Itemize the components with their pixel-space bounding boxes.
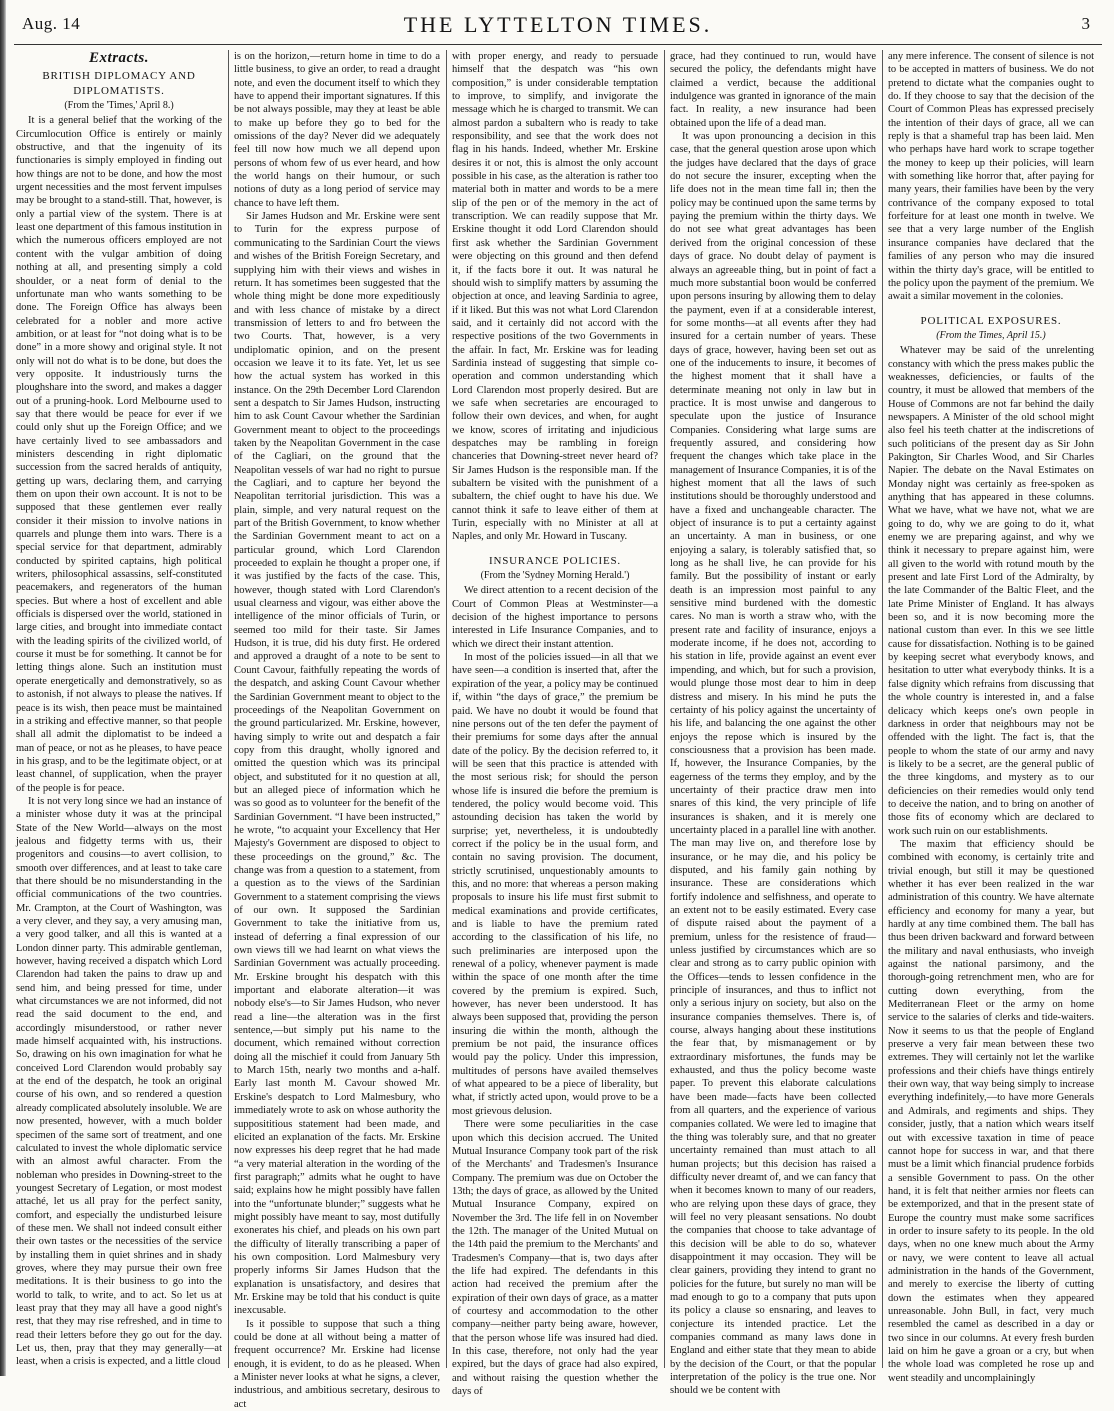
article-source-insurance: (From the 'Sydney Morning Herald.') (480, 570, 630, 582)
paragraph: In most of the policies issued—in all that we have seen—a condition is inserted that, after the expiration of the year, a policy may be continued if, within “the days of grace,” the premium be paid. We have no doubt it would be found that nine persons out of the ten defer the payment of their premiums for some days after the annual date of the policy. By the decision referred to, it will be seen that this practice is attended with the most serious risk; for should the person whose life is insured die before the premium is tendered, the policy would become void. This astounding decision has taken the world by surprise; yet, nevertheless, it is undoubtedly correct if the policy be in the usual form, and contain no saving provision. The document, strictly scrutinised, unquestionably amounts to this, and no more: that whereas a person making proposals to insure his life must first submit to medical examinations and provide certificates, and is liable to have the premium rated according to the classification of his life, no such preliminaries are interposed upon the renewal of a policy, whenever payment is made within the space of one month after the time covered by the premium is expired. Such, however, has never been understood. It has always been supposed that, providing the person insuring die within the month, although the premium be not paid, the insurance offices would pay the policy. Under this impression, multitudes of persons have availed themselves of what appeared to be a piece of liberality, but what, if strictly acted upon, would prove to be a most grievous delusion. (452, 652, 658, 1117)
column-4 (670, 50, 876, 1397)
column-3 (452, 50, 658, 1398)
column-1 (16, 50, 222, 1368)
paragraph: We direct attention to a recent decision of the Court of Common Pleas at Westminster—a decision of the highest importance to persons interested in Life Insurance Companies, and to which we direct their instant attention. (452, 585, 658, 650)
article-title-diplomacy-line2: DIPLOMATISTS. (73, 84, 165, 97)
paragraph: It was upon pronouncing a decision in this case, that the general question arose upon which the judges have declared that the days of grace do not secure the insurer, excepting when the life does not in the mean time fall in; then the policy may be continued upon the same terms by paying the premium within the thirty days. We do not see what great advantages has been derived from the original concession of these days of grace. No doubt delay of payment is always an agreeable thing, but in point of fact a much more substantial boon would be conferred upon persons insuring by allowing them to delay the payment, even if at a considerable interest, for some months—at all events after they had insured for a certain number of years. These days of grace, however, having been set out as one of the inducements to insure, it becomes of the highest moment that it shall have a determinate meaning not only in law but in practice. It is most unwise and dangerous to speculate upon the justice of Insurance Companies. Considering what large sums are frequently assured, and considering how frequent the changes which take place in the management of Insurance Companies, it is of the highest moment that all the laws of such institutions should be thoroughly understood and have a fixed and unchangeable character. The object of insurance is to put a certainty against an uncertainty. A man in business, or one enjoying a salary, is tolerably satisfied that, so long as he shall live, he can provide for his family. But the possibility of instant or early death is an impression most painful to any sensitive mind burdened with the domestic cares. No man is worth a straw who, with the present rate and facility of insurance, enjoys a moderate income, if he does not, according to his station in life, provide against an event ever impending, and which, but for such a provision, would plunge those most dear to him in deep distress and misery. In his mind he puts the certainty of his policy against the uncertainty of his life, and balancing the one against the other enjoys the repose which is insured by the consciousness that a provision has been made. If, however, the Insurance Companies, by the eagerness of the terms they employ, and by the uncertainty of their practice draw men into snares of this kind, the very principle of life insurances is shaken, and it is merely one uncertainty placed in a parallel line with another. The man may live on, and therefore lose by insurance, or he may die, and his policy be disputed, and his family gain nothing by insurance. These are considerations which fortify indolence and selfishness, and operate to an extent not to be easily estimated. Every case of dispute raised about the payment of a premium, unless for the resistence of fraud—unless justified by circumstances which are so clear and strong as to carry public opinion with the Offices—tends to lessen confidence in the principle of insurances, and thus to inflict not only a serious injury on society, but also on the insurance companies themselves. There is, of course, always hanging about these institutions the fear that, by mismanagement or by extraordinary misfortunes, the funds may be exhausted, and thus the policy become waste paper. To prevent this elaborate calculations have been made—facts have been collected from all quarters, and the experience of various companies collated. We were led to imagine that the thing was tolerably sure, and that no greater uncertainty remained than must attach to all human projects; but this decision has raised a difficulty never dreamt of, and we can fancy that when it becomes known to many of our readers, who are relying upon these days of grace, they will feel no very pleasant sensations. No doubt the companies that choose to take advantage of this decision will be able to do so, whatever disappointment it may occasion. They will be clear gainers, providing they intend to grant no policies for the future, but surely no man will be mad enough to go to a company that puts upon its policy a clause so ensnaring, and leaves to conjecture its intended practice. Let the companies command as many laws done in England and either state that they mean to abide by the decision of the Court, or that the popular interpretation of the policy is the true one. Nor should we be content with (670, 131, 876, 1397)
masthead (14, 4, 1102, 45)
issue-date: Aug. 14 (22, 14, 81, 33)
paragraph: grace, had they continued to run, would have secured the policy, the defendants might have claimed a verdict, because the additional indulgence was granted in ignorance of the main fact. In reality, a new insurance had been obtained upon the life of a dead man. (670, 51, 876, 129)
article-title-insurance: INSURANCE POLICIES. (489, 554, 621, 567)
paragraph: It is a general belief that the working of the Circumlocution Office is entirely or mainly obstructive, and that the ingenuity of its functionaries is simply employed in finding out how things are not to be done, and how the most urgent necessities and the most fervent impulses may be brought to a stand-still. That, however, is only a partial view of the system. There is at least one department of this famous institution in which the numerous officers employed are not content with the vulgar ambition of doing nothing at all, and presenting simply a cold shoulder, or a neat form of denial to the unfortunate man who wants something to be done. The Foreign Office has always been celebrated for a nobler and more active ambition, or at least for “not doing what is to be done” in a more showy and original style. It not only will not do what is to be done, but does the very opposite. It industriously turns the ploughshare into the sword, and makes a dagger out of a pruning-hook. Lord Melbourne used to say that there would be peace for ever if we could only shut up the Foreign Office; and we have certainly lived to see ambassadors and ministers descending in right diplomatic succession from the sacred heralds of antiquity, getting up wars, declaring them, and carrying them on upon their own account. It is not to be supposed that these gentlemen ever really consider it their mission to involve nations in quarrels and plunge them into wars. There is a special service for that department, admirably conducted by spirited captains, high political writers, philosophical assassins, self-constituted peacemakers, and regenerators of the human species. But where a host of excellent and able officials is dispersed over the world, stationed in large cities, and brought into immediate contact with the leading spirits of the civilized world, of course it must be for something. It cannot be for letting things alone. Such an institution must operate energetically and demonstratively, so as to astonish, if not always to please the natives. If peace is its wish, then peace must be maintained in a striking and effective manner, so that people shall all admit the diplomatist to be indeed a man of peace, or not as he pleases, to have peace in his grasp, and to be the legitimate object, or at least channel, of supplication, when the prayer of the people is for peace. (16, 115, 222, 794)
article-title-exposures: POLITICAL EXPOSURES. (920, 314, 1062, 327)
paragraph: Whatever may be said of the unrelenting constancy with which the press makes public the weaknesses, deficiencies, or faults of the country, it must be allowed that members of the House of Commons are not far behind the daily newspapers. A Minister of the old school might also feel his teeth chatter at the indiscretions of such politicians of the present day as Sir John Pakington, Sir Charles Wood, and Sir Charles Napier. The debate on the Naval Estimates on Monday night was certainly as free-spoken as anything that has appeared in these columns. What we have, what we have not, what we are going to do, why we are going to do it, what enemy we are preparing against, and why we think it necessary to prepare against him, were all given to the world with rotund mouth by the present and late First Lord of the Admiralty, by the late Commander of the Baltic Fleet, and the late Prime Minister of England. It has always been so, and it is now becoming more the national custom than ever. In this we see little cause for dissatisfaction. Nothing is to be gained by keeping secret what everybody knows, and hesitation to utter what everybody thinks. It is a false dignity which refrains from discussing that the whole country is interested in, and a false delicacy which keeps one's own people in darkness in order that neighbours may not be offended with the light. The fact is, that the people to whom the state of our army and navy is likely to be a secret, are the general public of the three kingdoms, and mystery as to our deficiencies on their remedies would only tend to deceive the nation, and to bring on another of those fits of economy which are declared to work such ruin on our establishments. (888, 345, 1094, 837)
article-title-diplomacy: BRITISH DIPLOMACY AND (42, 70, 196, 83)
paragraph: Is it possible to suppose that such a thing could be done at all without being a matter of frequent occurrence? Mr. Erskine had license enough, it is evident, to do as he pleased. When a Minister never looks at what he signs, a clever, industrious, and ambitious secretary, desirous to act (234, 1318, 440, 1410)
columns-container (16, 50, 1104, 1410)
column-rule (664, 50, 665, 1368)
page-number: 3 (1081, 14, 1090, 33)
page-edge-shadow (0, 0, 6, 1376)
section-break (452, 544, 658, 552)
column-rule (882, 50, 883, 1368)
column-rule (446, 50, 447, 1368)
section-break (888, 304, 1094, 312)
newspaper-title: THE LYTTELTON TIMES. (403, 12, 713, 37)
paragraph: with proper energy, and ready to persuade himself that the despatch was “his own composition,” is under considerable temptation to improve, to simplify, and invigorate the message which he is charged to transmit. We can almost pardon a subaltern who is ready to take responsibility, and see that the work does not flag in his hands. Indeed, whether Mr. Erskine desires it or not, this is almost the only account possible in his case, as the alteration is rather too material both in matter and words to be a mere slip of the pen or of the memory in the act of transcription. We can readily suppose that Mr. Erskine thought it odd Lord Clarendon should first ask whether the Sardinian Government were objecting on this ground and then defend it, if the facts bore it out. It was natural he should wish to simplify matters by assuming the objection at once, and leaving Sardinia to agree, if it liked. But this was not what Lord Clarendon said, and it certainly did not accord with the respective positions of the two Governments in the affair. In fact, Mr. Erskine was for leading Sardinia instead of suggesting that simple co-operation and common understanding which Lord Clarendon most properly desired. But are we safe when secretaries are encouraged to follow their own devices, and when, for aught we know, scores of irritating and injudicious despatches may be rambling in foreign chanceries that Downing-street never heard of? Sir James Hudson is the responsible man. If the subaltern be visited with the punishment of a subaltern, the chief ought to have his due. We cannot think it safe to leave either of them at Turin, especially with no Minister at all at Naples, and only Mr. Howard in Tuscany. (452, 51, 658, 543)
paragraph: The maxim that efficiency should be combined with economy, is certainly trite and trivial enough, but still it may be questioned whether it has ever been realized in the war administration of this country. We have alternate efficiency and economy for many a year, but hardly at any time combined them. The ball has thus been driven backward and forward between the military and naval enthusiasts, who inveigh against the national parsimony, and the thorough-going retrenchment men, who are for cutting down everything, from the Mediterranean Fleet or the army on home service to the salaries of clerks and tide-waiters. Now it seems to us that the people of England preserve a very fair mean between these two extremes. They will certainly not let the warlike professions and their chiefs have things entirely their own way, that way being simply to increase everything indefinitely,—to have more Generals and Admirals, and regiments and ships. They consider, justly, that a nation which wears itself out with excessive taxation in time of peace cannot hope for success in war, and that there must be a limit which financial prudence forbids a sensible Government to pass. On the other hand, it is felt that neither armies nor fleets can be extemporized, and that in the present state of Europe the country must make some sacrifices in order to insure safety to its people. In the old days, when no one knew much about the Army or navy, we were content to leave all actual administration in the hands of the Government, and merely to exercise the liberty of cutting down the estimates when they appeared unreasonable. John Bull, in fact, very much resembled the camel as described in a day or two since in our columns. At every fresh burden laid on him he gave a groan or a cry, but when the whole load was completed he rose up and went steadily and uncomplainingly (888, 838, 1094, 1384)
column-rule (228, 50, 229, 1368)
paragraph: is on the horizon,—return home in time to do a little business, to give an order, to read a draught note, and even the document itself to which they have to append their important signatures. If this be not always possible, may they at least be able to make up before they go to bed for the omissions of the day? Never did we adequately feel till now how much we all depend upon persons of whom few of us ever heard, and how the world hangs on their humour, or such notions of duty as a long period of service may chance to have left them. (234, 51, 440, 209)
paragraph: any mere inference. The consent of silence is not to be accepted in matters of business. We do not pretend to dictate what the companies ought to do. If they choose to say that the decision of the Court of Common Pleas has expressed precisely the intention of their days of grace, all we can reply is that a shameful trap has been laid. Men who perhaps have hard work to scrape together the money to keep up their policies, will learn with something like horror that, after paying for many years, their families have been by the very contrivance of the company exposed to total forfeiture for at least one month in twelve. We see that a very large number of the English insurance companies have declared that the families of any person who may die insured within the thirty day's grace, will be entitled to the policy upon the payment of the premium. We await a similar movement in the colonies. (888, 51, 1094, 303)
section-heading-extracts: Extracts. (89, 50, 149, 66)
paragraph: Sir James Hudson and Mr. Erskine were sent to Turin for the express purpose of communicating to the Sardinian Court the views and wishes of the British Foreign Secretary, and supplying him with their views and wishes in return. It has sometimes been suggested that the whole thing might be done more expeditiously and with less chance of mistake by a direct transmission of letters to and fro between the two Courts. That, however, is a very undiplomatic opinion, and on the present occasion we leave it to its fate. Yet, let us see how the actual system has worked in this instance. On the 29th December Lord Clarendon sent a despatch to Sir James Hudson, instructing him to ask Count Cavour whether the Sardinian Government meant to object to the proceedings taken by the Neapolitan Government in the case of the Cagliari, on the ground that the Neapolitan vessels of war had no right to pursue the Cagliari, and to capture her beyond the Neapolitan territorial jurisdiction. This was a plain, simple, and very natural request on the part of the British Government, to know whether the Sardinian Government meant to act on a particular ground, which Lord Clarendon proceeded to explain he thought a proper one, if it was justified by the facts of the case. This, however, though stated with Lord Clarendon's usual clearness and vigour, was either above the intelligence of the minor officials of Turin, or seemed too mild for their taste. Sir James Hudson, it is true, did his duty first. He ordered and approved a draught of a note to be sent to Count Cavour, faithfully repeating the words of the despatch, and asking Count Cavour whether the Sardinian Government meant to object to the proceedings of the Neapolitan Government on the ground particularized. Mr. Erskine, however, having simply to write out and despatch a fair copy from this draught, wholly ignored and omitted the question which was its principal object, and substituted for it no question at all, but an alleged piece of information which he was so good as to volunteer for the benefit of the Sardinian Government. “I have been instructed,” he wrote, “to acquaint your Excellency that Her Majesty's Government are disposed to object to these proceedings on the ground,” &c. The change was from a question to a statement, from a question as to the views of the Sardinian Government to a statement comprising the views of our own. It supposed the Sardinian Government to take the initiative from us, instead of deferring a final expression of our own views till we had learnt on what views the Sardinian Government was actually proceeding. Mr. Erskine brought his despatch with this important and elaborate alteration—it was nobody else's—to Sir James Hudson, who never read a line—the alteration was in the first sentence,—but simply put his name to the document, which remained without correction doing all the mischief it could from January 5th to March 15th, nearly two months and a-half. Early last month M. Cavour showed Mr. Erskine's despatch to Lord Malmesbury, who immediately wrote to ask on whose authority the supposititious statement had been made, and elicited an explanation of the facts. Mr. Erskine now expresses his deep regret that he had made “a very material alteration in the wording of the first paragraph;” admits what he ought to have said; explains how he might possibly have fallen into the “unfortunate blunder;” suggests what he might possibly have meant to say, most dutifully exonerates his chief, and pleads on his own part the difficulty of literally transcribing a paper of his own composition. Lord Malmesbury very properly informs Sir James Hudson that the explanation is unsatisfactory, and desires that Mr. Erskine may be told that his conduct is quite inexcusable. (234, 211, 440, 1317)
column-5 (888, 50, 1094, 1384)
article-source-diplomacy: (From the 'Times,' April 8.) (64, 100, 174, 112)
paragraph: There were some peculiarities in the case upon which this decision accrued. The United Mutual Insurance Company took part of the risk of the Merchants' and Tradesmen's Insurance Company. The premium was due on October the 13th; the days of grace, as allowed by the United Mutual Insurance Company, expired on November the 3rd. The life fell in on November the 12th. The manager of the United Mutual on the 14th paid the premium to the Merchants' and Tradesmen's Company—that is, two days after the life had expired. The defendants in this action had received the premium after the expiration of their own days of grace, as a matter of courtesy and accommodation to the other company—neither party being aware, however, that the person whose life was insured had died. In this case, therefore, not only had the year expired, but the days of grace had also expired, and without raising the question whether the days of (452, 1119, 658, 1398)
paragraph: It is not very long since we had an instance of a minister whose duty it was at the principal State of the New World—always on the most jealous and fidgetty terms with us, their progenitors and cousins—to avert collision, to smooth over differences, and at least to take care that there should be no misunderstanding in the official communications of the two countries. Mr. Crampton, at the Court of Washington, was a very clever, and they say, a very amusing man, a very good talker, and all this is wanted at a London dinner party. This admirable gentleman, however, having received a dispatch which Lord Clarendon had taken the pains to draw up and send him, and being pressed for time, under what circumstances we are not informed, did not read the said document to the end, and accordingly misunderstood, or rather never made himself acquainted with, his instructions. So, drawing on his own imagination for what he conceived Lord Clarendon would probably say at the end of the despatch, he took an original course of his own, and so rendered a question already complicated absolutely insoluble. We are now presented, however, with a much bolder specimen of the same sort of treatment, and one calculated to invest the whole diplomatic service with an almost awful character. From the nobleman who presides in Downing-street to the youngest Secretary of Legation, or most modest attaché, let us all pray for the perfect sanity, comfort, and especially the undisturbed leisure of these men. We shall not indeed consult either their own tastes or the necessities of the service by installing them in quiet shrines and in shady groves, where they may pursue their own free meditations. It is their business to go into the world to talk, to write, and to act. So let us at least pray that they may all have a good night's rest, that they may rise refreshed, and in time to read their letters before they go out for the day. Let us, then, pray that they may generally—at least, when a crisis is expected, and a little cloud (16, 795, 222, 1368)
column-2 (234, 50, 440, 1410)
article-source-exposures: (From the Times, April 15.) (936, 329, 1046, 341)
